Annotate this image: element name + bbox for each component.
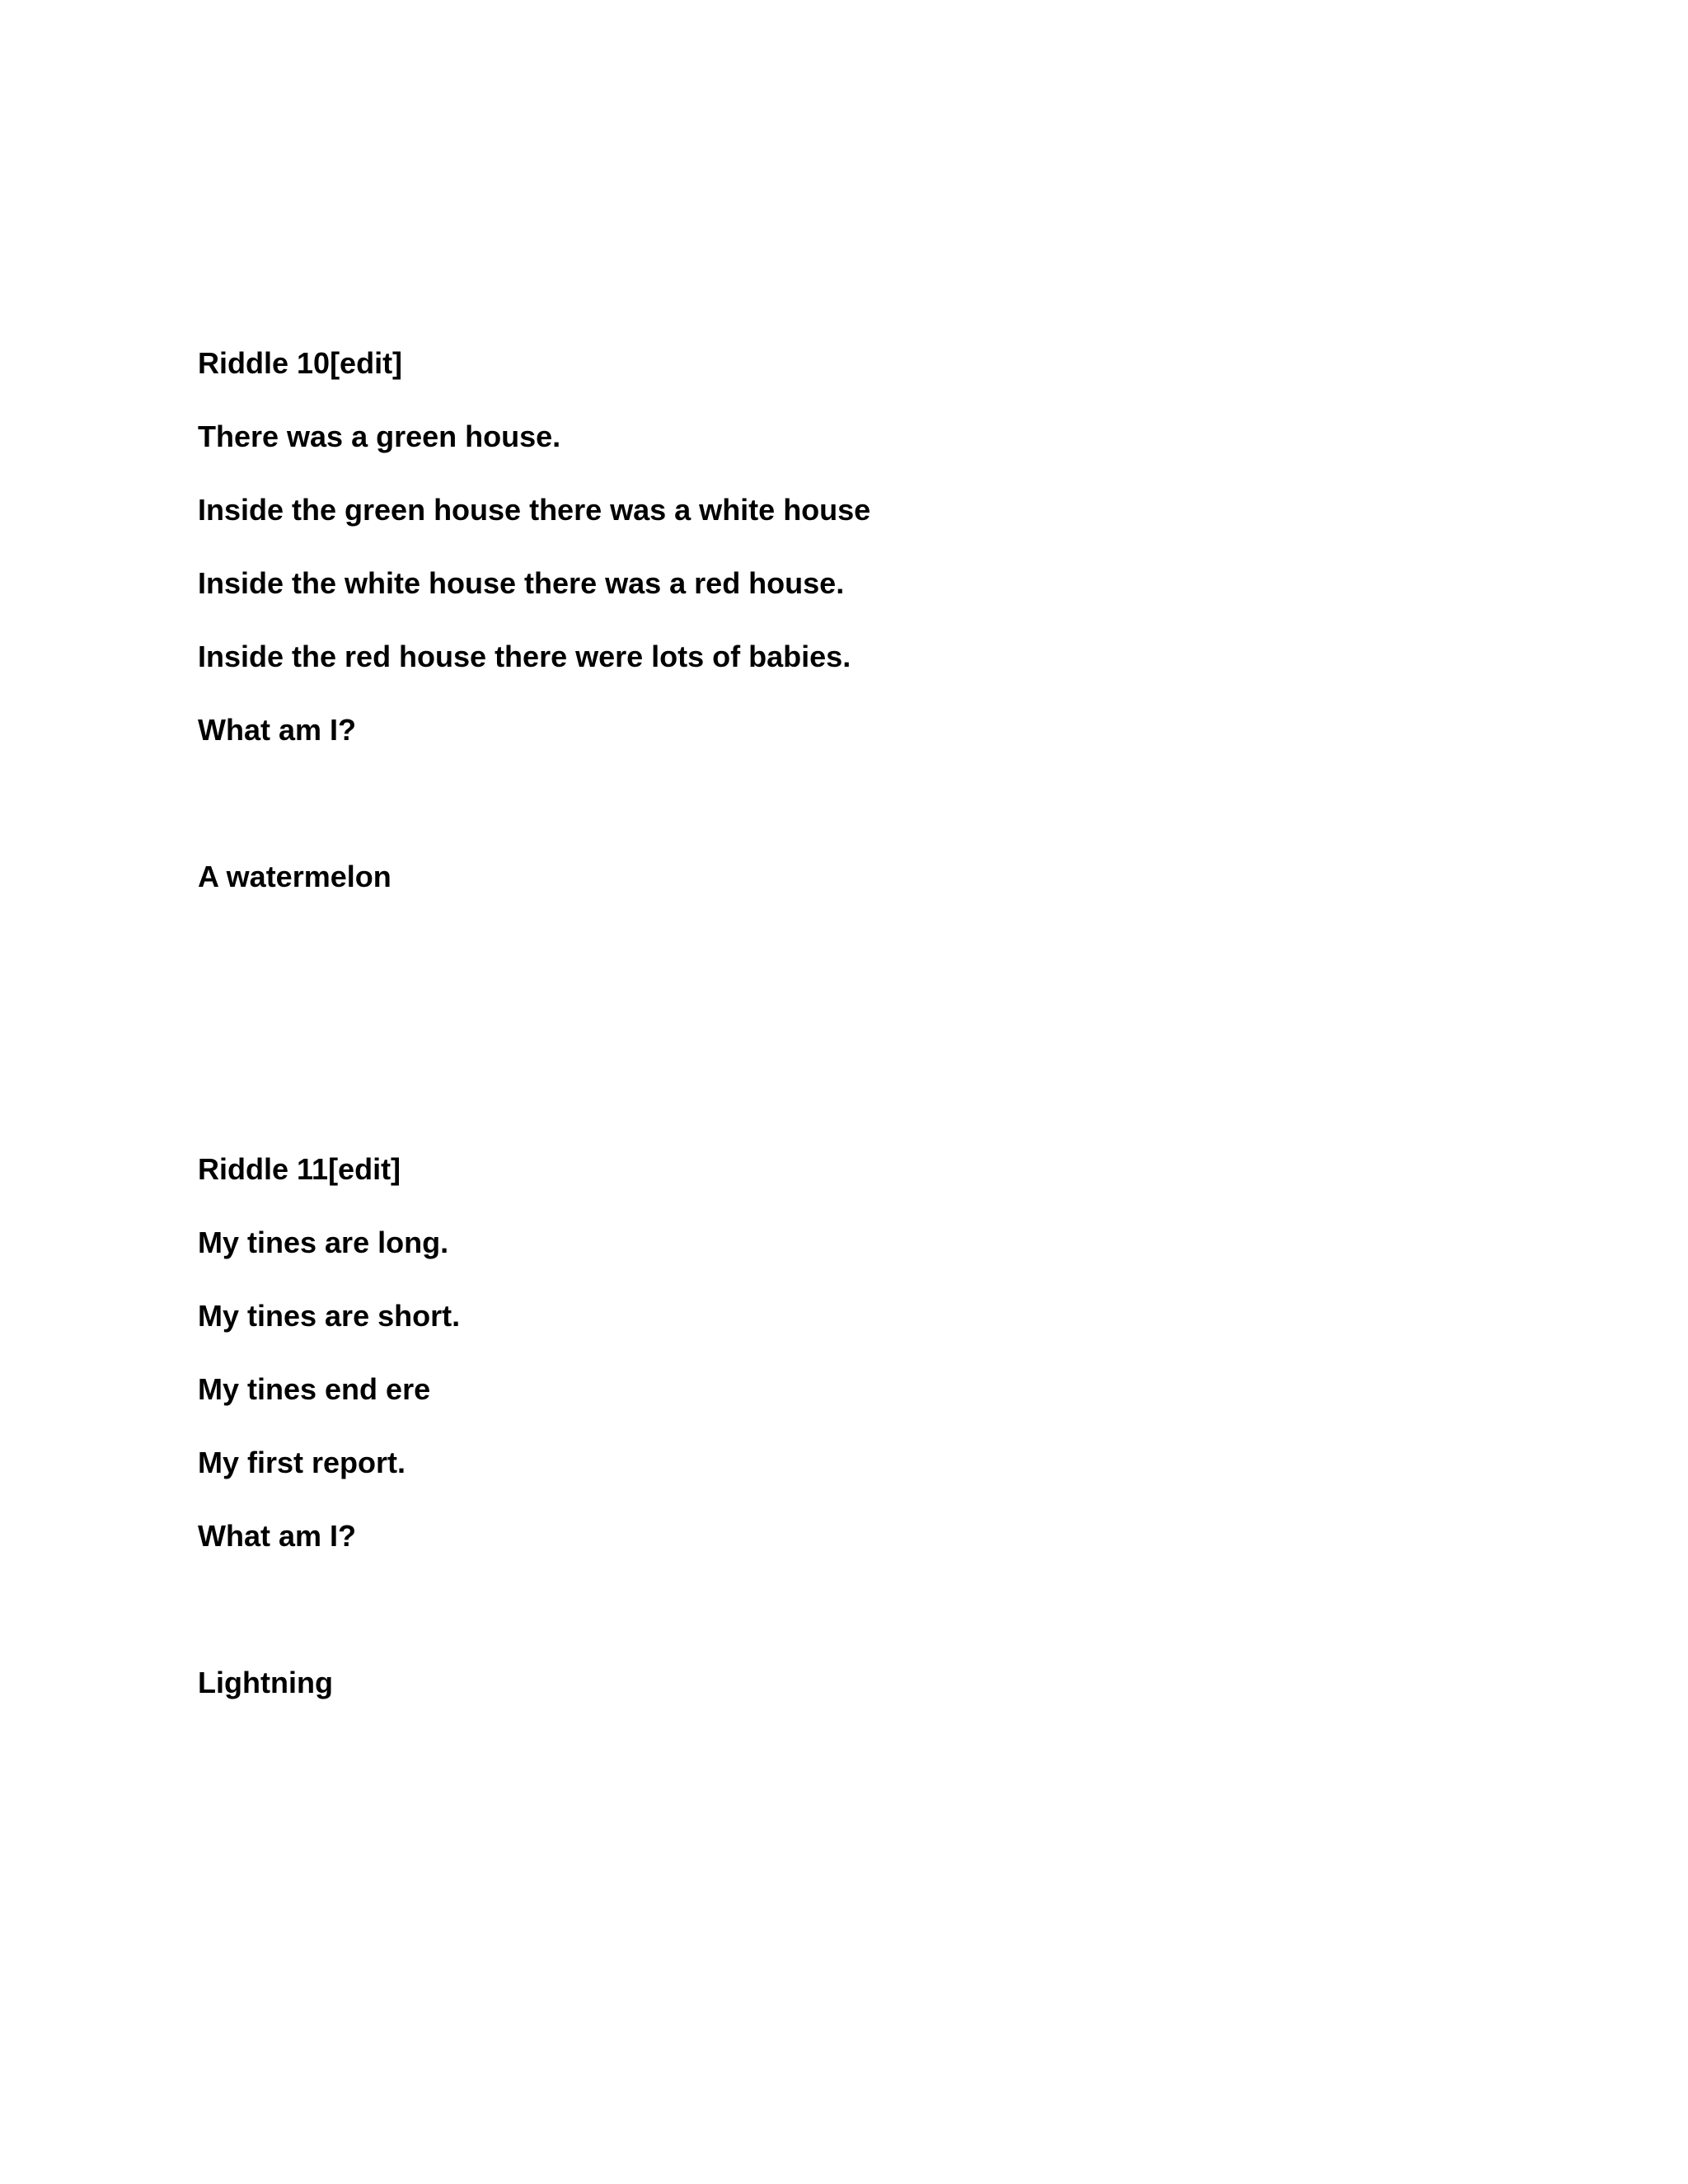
riddle-line: My tines are short. (198, 1299, 461, 1333)
riddle-11-heading (198, 1151, 401, 1188)
edit-link[interactable]: [edit] (328, 1152, 401, 1186)
riddle-10-heading (198, 345, 402, 382)
riddle-question: What am I? (198, 1519, 357, 1553)
edit-link[interactable]: [edit] (330, 346, 403, 380)
riddle-line: Inside the red house there were lots of babies. (198, 640, 851, 673)
riddle-heading-text: Riddle 10 (198, 346, 331, 380)
riddle-line: Inside the green house there was a white house (198, 493, 871, 527)
riddle-line: Inside the white house there was a red house. (198, 566, 845, 600)
riddle-answer: A watermelon (198, 860, 392, 893)
riddle-line: My tines are long. (198, 1226, 449, 1259)
riddle-question: What am I? (198, 713, 357, 747)
riddle-line: My first report. (198, 1446, 406, 1479)
riddle-line: My tines end ere (198, 1372, 431, 1406)
riddle-answer: Lightning (198, 1666, 333, 1699)
riddle-heading-text: Riddle 11 (198, 1152, 329, 1186)
riddle-line: There was a green house. (198, 419, 561, 453)
